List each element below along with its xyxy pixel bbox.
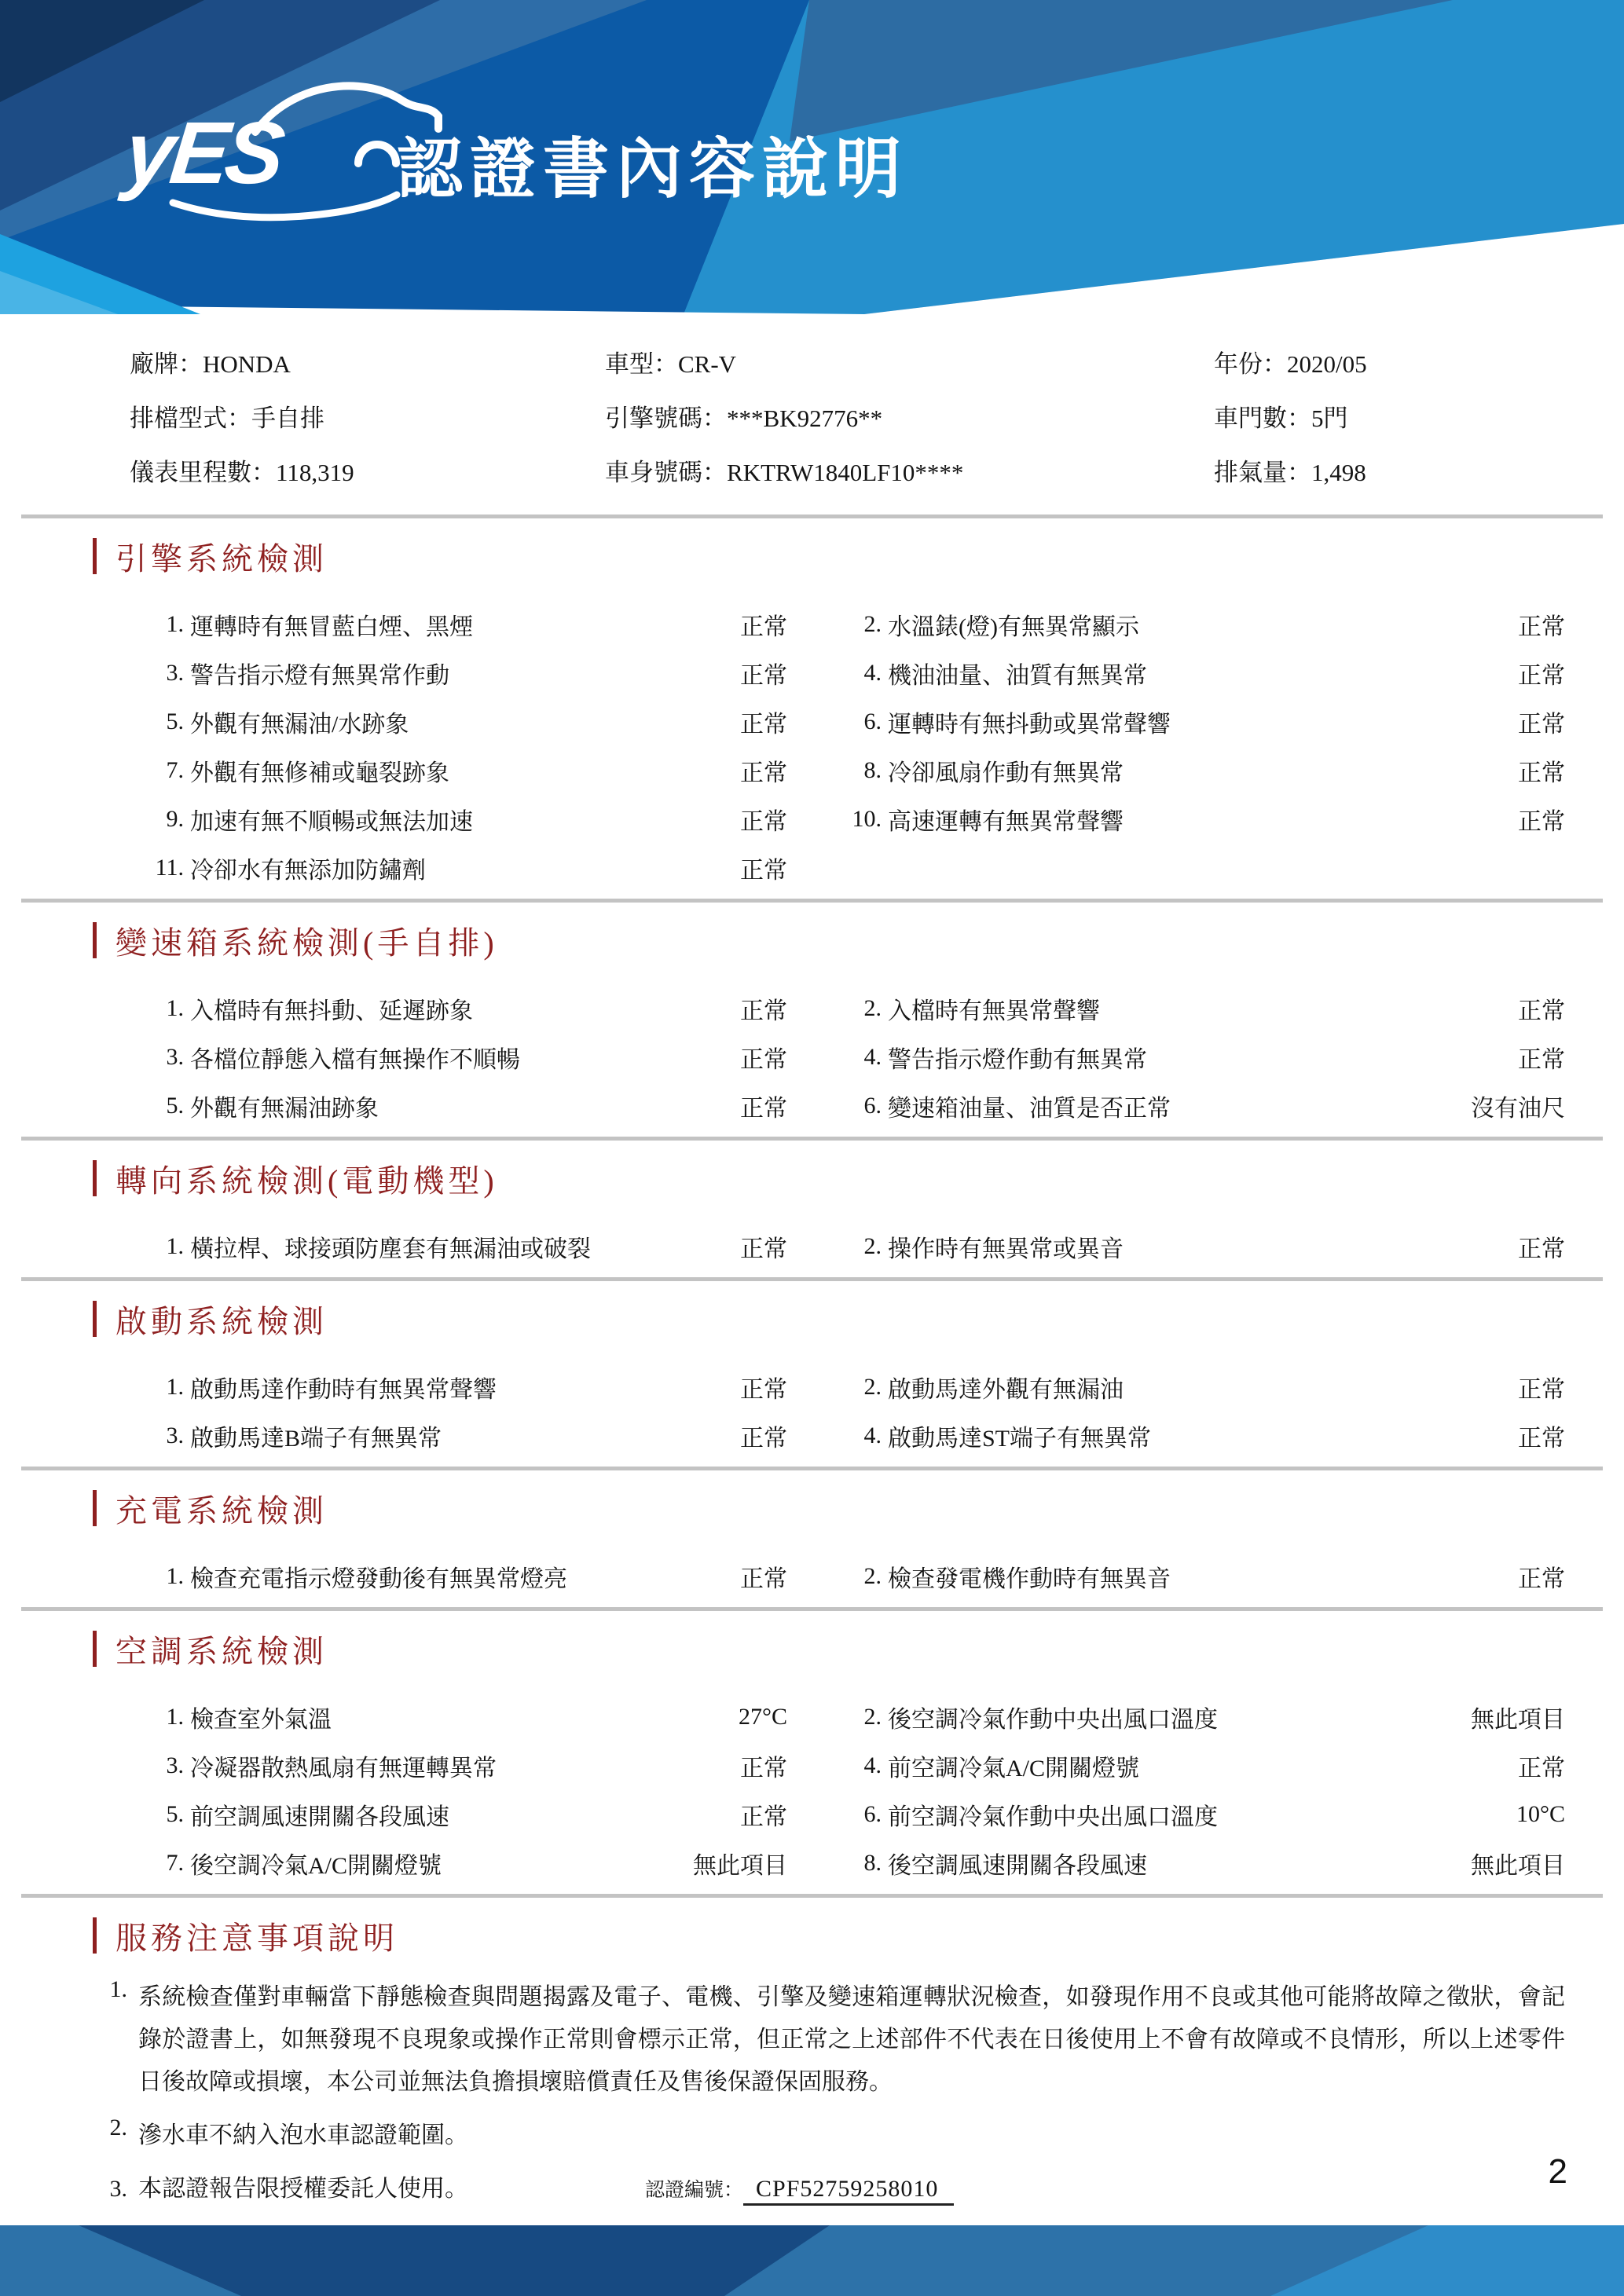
item-number: 7.: [166, 1850, 184, 1876]
item-number: 5.: [166, 1801, 184, 1827]
section-title: 變速箱系統檢測(手自排): [115, 925, 498, 961]
item-number: 4.: [863, 1044, 882, 1070]
info-label: 排檔型式：: [130, 405, 251, 432]
item-label: 高速運轉有無異常聲響: [888, 809, 1124, 835]
notes-header: [93, 1915, 1624, 1956]
item-label: 啟動馬達作動時有無異常聲響: [190, 1377, 497, 1403]
item-label: 後空調冷氣作動中央出風口溫度: [888, 1707, 1218, 1733]
item-number: 2.: [863, 995, 882, 1021]
item-label: 冷卻風扇作動有無異常: [888, 760, 1124, 786]
item-result: 正常: [1518, 712, 1565, 738]
item-label: 外觀有無漏油/水跡象: [190, 712, 409, 738]
item-result: 正常: [1518, 1426, 1565, 1452]
inspection-section: [0, 1611, 1624, 1894]
inspection-row: [0, 1363, 1624, 1412]
item-label: 各檔位靜態入檔有無操作不順暢: [190, 1047, 520, 1073]
item-label: 運轉時有無冒藍白煙、黑煙: [190, 614, 473, 640]
item-label: 外觀有無修補或龜裂跡象: [190, 760, 449, 786]
item-result: 正常: [1518, 1756, 1565, 1782]
item-label: 運轉時有無抖動或異常聲響: [888, 712, 1171, 738]
item-result: 27°C: [738, 1704, 787, 1730]
section-rows: [0, 984, 1624, 1130]
inspection-row: [0, 844, 1624, 892]
item-result: 正常: [1518, 998, 1565, 1024]
note-text: 滲水車不納入泡水車認證範圍。: [138, 2122, 468, 2148]
item-label: 冷卻水有無添加防鏽劑: [190, 858, 426, 884]
item-number: 6.: [863, 709, 882, 734]
inspection-row: [0, 1222, 1624, 1271]
yes-logo-text: yES: [120, 104, 286, 202]
inspection-section: [0, 903, 1624, 1137]
info-value: 5門: [1311, 405, 1348, 432]
inspection-row: [0, 1741, 1624, 1790]
item-result: 正常: [740, 1047, 787, 1073]
item-label: 啟動馬達ST端子有無異常: [888, 1426, 1152, 1452]
item-number: 2.: [863, 611, 882, 637]
info-value: 1,498: [1311, 459, 1366, 486]
item-number: 9.: [166, 806, 184, 832]
footer-banner: [0, 2225, 1624, 2296]
item-label: 啟動馬達B端子有無異常: [190, 1426, 442, 1452]
item-number: 4.: [863, 1752, 882, 1778]
item-label: 啟動馬達外觀有無漏油: [888, 1377, 1124, 1403]
item-number: 4.: [863, 1423, 882, 1448]
item-result: 沒有油尺: [1471, 1096, 1565, 1122]
note-item: [86, 2168, 1565, 2210]
item-result: 正常: [1518, 1047, 1565, 1073]
item-result: 正常: [740, 663, 787, 689]
section-rows: [0, 1222, 1624, 1271]
item-label: 水溫錶(燈)有無異常顯示: [888, 614, 1139, 640]
inspection-row: [0, 698, 1624, 746]
section-title: 服務注意事項說明: [115, 1920, 398, 1956]
section-accent-bar: [93, 538, 97, 574]
info-label: 車門數：: [1214, 405, 1311, 432]
item-label: 機油油量、油質有無異常: [888, 663, 1147, 689]
info-label: 儀表里程數：: [130, 459, 276, 486]
item-number: 1.: [166, 1374, 184, 1400]
item-number: 10.: [852, 806, 882, 832]
info-value: 2020/05: [1287, 350, 1367, 378]
section-header: [93, 1628, 1624, 1669]
item-label: 變速箱油量、油質是否正常: [888, 1096, 1171, 1122]
item-label: 入檔時有無抖動、延遲跡象: [190, 998, 473, 1024]
inspection-section: [0, 1281, 1624, 1467]
info-label: 廠牌：: [130, 350, 203, 378]
item-result: 正常: [740, 1236, 787, 1262]
info-field: [130, 398, 605, 434]
item-label: 操作時有無異常或異音: [888, 1236, 1124, 1262]
info-value: RKTRW1840LF10****: [727, 459, 964, 486]
inspection-row: [0, 1693, 1624, 1741]
item-label: 前空調冷氣A/C開關燈號: [888, 1756, 1140, 1782]
item-label: 警告指示燈作動有無異常: [888, 1047, 1147, 1073]
info-label: 車型：: [605, 350, 678, 378]
note-rows: [86, 1976, 1565, 2210]
section-header: [93, 536, 1624, 577]
inspection-row: [0, 795, 1624, 844]
page-title: 認證書內容說明: [397, 132, 909, 206]
section-rows: [0, 1552, 1624, 1601]
section-header: [93, 1488, 1624, 1529]
item-result: 10°C: [1516, 1801, 1565, 1827]
item-label: 前空調冷氣作動中央出風口溫度: [888, 1804, 1218, 1830]
item-result: 正常: [740, 809, 787, 835]
item-label: 加速有無不順暢或無法加速: [190, 809, 473, 835]
section-accent-bar: [93, 1301, 97, 1337]
item-number: 5.: [166, 709, 184, 734]
item-number: 2.: [863, 1704, 882, 1730]
section-accent-bar: [93, 1917, 97, 1954]
section-title: 轉向系統檢測(電動機型): [115, 1163, 498, 1199]
item-label: 橫拉桿、球接頭防塵套有無漏油或破裂: [190, 1236, 591, 1262]
item-number: 8.: [863, 1850, 882, 1876]
item-number: 2.: [863, 1563, 882, 1589]
item-number: 3.: [166, 1752, 184, 1778]
inspection-section: [0, 1470, 1624, 1607]
item-label: 冷凝器散熱風扇有無運轉異常: [190, 1756, 497, 1782]
item-label: 後空調風速開關各段風速: [888, 1853, 1147, 1879]
info-value: CR-V: [678, 350, 737, 378]
item-result: 正常: [740, 1756, 787, 1782]
item-result: 正常: [740, 1096, 787, 1122]
info-value: HONDA: [203, 350, 291, 378]
info-value: ***BK92776**: [727, 405, 883, 432]
section-title: 引擎系統檢測: [115, 540, 328, 577]
item-result: 正常: [740, 712, 787, 738]
inspection-row: [0, 1839, 1624, 1888]
inspection-row: [0, 1552, 1624, 1601]
item-label: 檢查充電指示燈發動後有無異常燈亮: [190, 1566, 567, 1592]
section-rows: [0, 1363, 1624, 1460]
inspection-row: [0, 649, 1624, 698]
footer-background-shapes: [0, 2225, 1624, 2296]
info-label: 引擎號碼：: [605, 405, 727, 432]
item-number: 2.: [863, 1233, 882, 1259]
item-label: 外觀有無漏油跡象: [190, 1096, 379, 1122]
item-result: 無此項目: [1471, 1707, 1565, 1733]
item-result: 正常: [740, 760, 787, 786]
item-label: 檢查室外氣溫: [190, 1707, 332, 1733]
item-result: 無此項目: [693, 1853, 787, 1879]
item-result: 正常: [1518, 760, 1565, 786]
header-banner: [0, 0, 1624, 314]
certificate-number-row: [645, 2174, 954, 2203]
item-number: 1.: [166, 995, 184, 1021]
item-number: 2.: [863, 1374, 882, 1400]
item-number: 3.: [166, 1423, 184, 1448]
item-result: 正常: [1518, 663, 1565, 689]
info-field: [605, 344, 1214, 379]
inspection-row: [0, 984, 1624, 1033]
item-number: 6.: [863, 1093, 882, 1119]
section-title: 啟動系統檢測: [115, 1303, 328, 1339]
info-field: [605, 398, 1214, 434]
info-label: 車身號碼：: [605, 459, 727, 486]
item-label: 警告指示燈有無異常作動: [190, 663, 449, 689]
section-rows: [0, 1693, 1624, 1888]
sections: [0, 518, 1624, 1898]
item-number: 6.: [863, 1801, 882, 1827]
item-result: 正常: [1518, 809, 1565, 835]
item-result: 正常: [740, 1566, 787, 1592]
item-number: 1.: [166, 1704, 184, 1730]
item-result: 正常: [1518, 1566, 1565, 1592]
item-label: 前空調風速開關各段風速: [190, 1804, 449, 1830]
item-label: 入檔時有無異常聲響: [888, 998, 1100, 1024]
info-field: [1214, 344, 1565, 379]
section-accent-bar: [93, 1160, 97, 1196]
item-number: 5.: [166, 1093, 184, 1119]
note-number: 1.: [109, 1976, 127, 2002]
page-number: 2: [1548, 2152, 1567, 2191]
section-accent-bar: [93, 1490, 97, 1526]
info-field: [130, 344, 605, 379]
item-result: 正常: [1518, 1377, 1565, 1403]
certificate-number-value: CPF52759258010: [743, 2176, 954, 2206]
info-field: [130, 452, 605, 488]
item-number: 1.: [166, 1233, 184, 1259]
inspection-row: [0, 1790, 1624, 1839]
item-number: 3.: [166, 1044, 184, 1070]
info-field: [1214, 398, 1565, 434]
note-number: 3.: [109, 2176, 127, 2202]
info-value: 手自排: [251, 405, 324, 432]
item-result: 正常: [740, 614, 787, 640]
item-label: 後空調冷氣A/C開關燈號: [190, 1853, 442, 1879]
note-text: 系統檢查僅對車輛當下靜態檢查與問題揭露及電子、電機、引擎及變速箱運轉狀況檢查，如發現作用不良或其他可能將故障之徵狀，會記錄於證書上，如無發現不良現象或操作正常則會標示正常，但正常之上述部件不代表在日後使用上不會有故障或不良情形，所以上述零件日後故障或損壞，本公司並無法負擔損壞賠償責任及售後保證保固服務。: [138, 1984, 1565, 2095]
item-result: 正常: [740, 1426, 787, 1452]
info-field: [1214, 452, 1565, 488]
vehicle-info: [130, 344, 1565, 488]
inspection-section: [0, 518, 1624, 899]
inspection-row: [0, 600, 1624, 649]
inspection-row: [0, 1033, 1624, 1082]
item-number: 8.: [863, 757, 882, 783]
item-result: 正常: [740, 998, 787, 1024]
note-text: 本認證報告限授權委託人使用。: [138, 2176, 468, 2202]
item-number: 7.: [166, 757, 184, 783]
item-result: 正常: [1518, 614, 1565, 640]
inspection-row: [0, 1412, 1624, 1460]
item-result: 正常: [740, 1804, 787, 1830]
note-item: [86, 2115, 1565, 2157]
note-number: 2.: [109, 2115, 127, 2140]
inspection-row: [0, 1082, 1624, 1130]
item-number: 1.: [166, 1563, 184, 1589]
item-number: 4.: [863, 660, 882, 686]
item-number: 11.: [155, 855, 184, 881]
inspection-section: [0, 1141, 1624, 1277]
info-label: 排氣量：: [1214, 459, 1311, 486]
item-number: 1.: [166, 611, 184, 637]
item-number: 3.: [166, 660, 184, 686]
item-result: 無此項目: [1471, 1853, 1565, 1879]
item-label: 檢查發電機作動時有無異音: [888, 1566, 1171, 1592]
section-accent-bar: [93, 1631, 97, 1667]
inspection-row: [0, 746, 1624, 795]
section-header: [93, 920, 1624, 961]
section-header: [93, 1298, 1624, 1339]
info-field: [605, 452, 1214, 488]
item-result: 正常: [1518, 1236, 1565, 1262]
item-result: 正常: [740, 1377, 787, 1403]
section-title: 空調系統檢測: [115, 1633, 328, 1669]
section-header: [93, 1158, 1624, 1199]
notes-section: [0, 1898, 1624, 2210]
item-result: 正常: [740, 858, 787, 884]
section-title: 充電系統檢測: [115, 1492, 328, 1529]
section-accent-bar: [93, 922, 97, 958]
certificate-number-label: 認證編號：: [645, 2180, 744, 2201]
info-value: 118,319: [276, 459, 354, 486]
section-rows: [0, 600, 1624, 892]
note-item: [86, 1976, 1565, 2104]
info-label: 年份：: [1214, 350, 1287, 378]
